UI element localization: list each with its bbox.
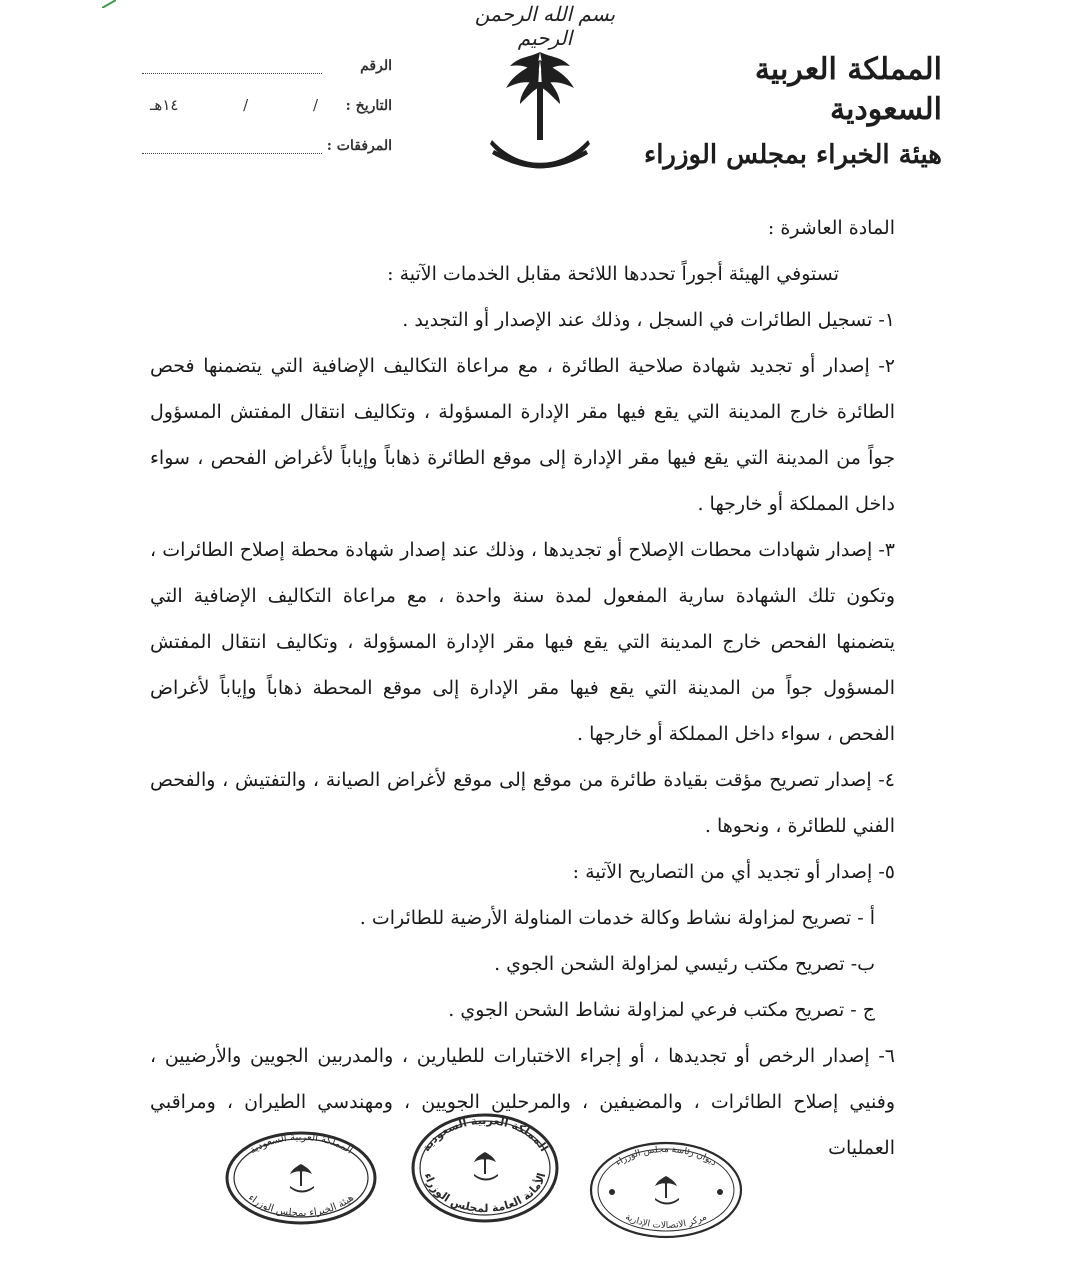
attachments-label: المرفقات : [326,138,392,154]
date-row [142,92,392,114]
article-subitem-c: ج - تصريح مكتب فرعي لمزاولة نشاط الشحن الجوي . [448,999,875,1021]
article-item-5: ٥- إصدار أو تجديد أي من التصاريح الآتية : [572,861,895,883]
article-item-3: ٣- إصدار شهادات محطات الإصلاح أو تجديدها ، وذلك عند إصدار شهادة محطة إصلاح الطائرات ، وتكون تلك الشهادة سارية المفعول لمدة سنة واحدة ، مع مراعاة التكاليف الإضافية التي يتضمنها الفحص خارج المدينة التي يقع فيها مقر الإدارة المسؤولة ، وتكاليف انتقال المفتش المسؤول جواً من المدينة التي يقع فيها مقر الإدارة إلى موقع المحطة ذهاباً وإياباً لأغراض الفحص ، سواء داخل المملكة أو خارجها . [150,539,895,745]
organization-name [642,50,942,174]
reference-number-label: الرقم [360,58,392,74]
article-item-1: ١- تسجيل الطائرات في السجل ، وذلك عند الإصدار أو التجديد . [402,309,895,331]
article-title: المادة العاشرة : [767,217,895,239]
svg-text:المملكة العربية السعودية [419,1114,550,1154]
general-secretariat-stamp [410,1112,560,1224]
diwan-stamp-top-text: ديوان رئاسة مجلس الوزراء [613,1144,719,1169]
diwan-stamp-bottom-text: مركز الاتصالات الإدارية [623,1212,709,1232]
article-body [150,205,895,1171]
kingdom-name: المملكة العربية السعودية [754,52,942,127]
date-year-suffix: ١٤هـ [150,96,179,114]
article-item-2: ٢- إصدار أو تجديد شهادة صلاحية الطائرة ، مع مراعاة التكاليف الإضافية التي يتضمنها فحص الطائرة خارج المدينة التي يقع فيها مقر الإدارة المسؤولة ، وتكاليف انتقال المفتش المسؤول جواً من المدينة التي يقع فيها مقر الإدارة إلى موقع الطائرة ذهاباً وإياباً لأغراض الفحص ، سواء داخل المملكة أو خارجها . [150,355,895,515]
palm-and-swords-emblem [484,44,596,180]
reference-number-row [142,52,392,74]
date-label: التاريخ : [345,98,392,114]
article-intro: تستوفي الهيئة أجوراً تحددها اللائحة مقابل الخدمات الآتية : [387,263,839,285]
experts-stamp-bottom-text: هيئة الخبراء بمجلس الوزراء [245,1192,357,1220]
date-slash-2: / [243,96,249,114]
experts-stamp-top-text: المملكة العربية السعودية [247,1131,355,1157]
attachments-field [142,141,322,154]
secretariat-stamp-bottom-text: الأمانة العامة لمجلس الوزراء [421,1171,549,1216]
agency-name: هيئة الخبراء بمجلس الوزراء [643,140,942,170]
corner-mark [102,0,116,8]
date-slash-1: / [312,96,318,114]
svg-text:مركز الاتصالات الإدارية [624,1212,709,1231]
date-value [142,96,326,114]
basmala: بسم الله الرحمن الرحيم [474,2,616,50]
article-item-6: ٦- إصدار الرخص أو تجديدها ، أو إجراء الاختبارات للطيارين ، والمدربين الجويين والأرضيين ، وفنيي إصلاح الطائرات ، والمضيفين ، والمرحلين الجويين ، ومهندسي الطيران ، ومراقبي العمليات [150,1045,895,1159]
article-subitem-a: أ - تصريح لمزاولة نشاط وكالة خدمات المناولة الأرضية للطائرات . [359,907,875,929]
administrative-communications-stamp [588,1140,744,1240]
reference-block [142,52,392,172]
article-subitem-b: ب- تصريح مكتب رئيسي لمزاولة الشحن الجوي . [494,953,875,975]
article-item-4: ٤- إصدار تصريح مؤقت بقيادة طائرة من موقع إلى موقع لأغراض الصيانة ، والتفتيش ، والفحص الفني للطائرة ، ونحوها . [150,769,895,837]
reference-number-field [142,61,322,74]
svg-text:المملكة العربية السعودية [248,1132,355,1156]
attachments-row [142,132,392,154]
experts-commission-stamp [224,1130,378,1226]
secretariat-stamp-top-text: المملكة العربية السعودية [419,1113,551,1154]
